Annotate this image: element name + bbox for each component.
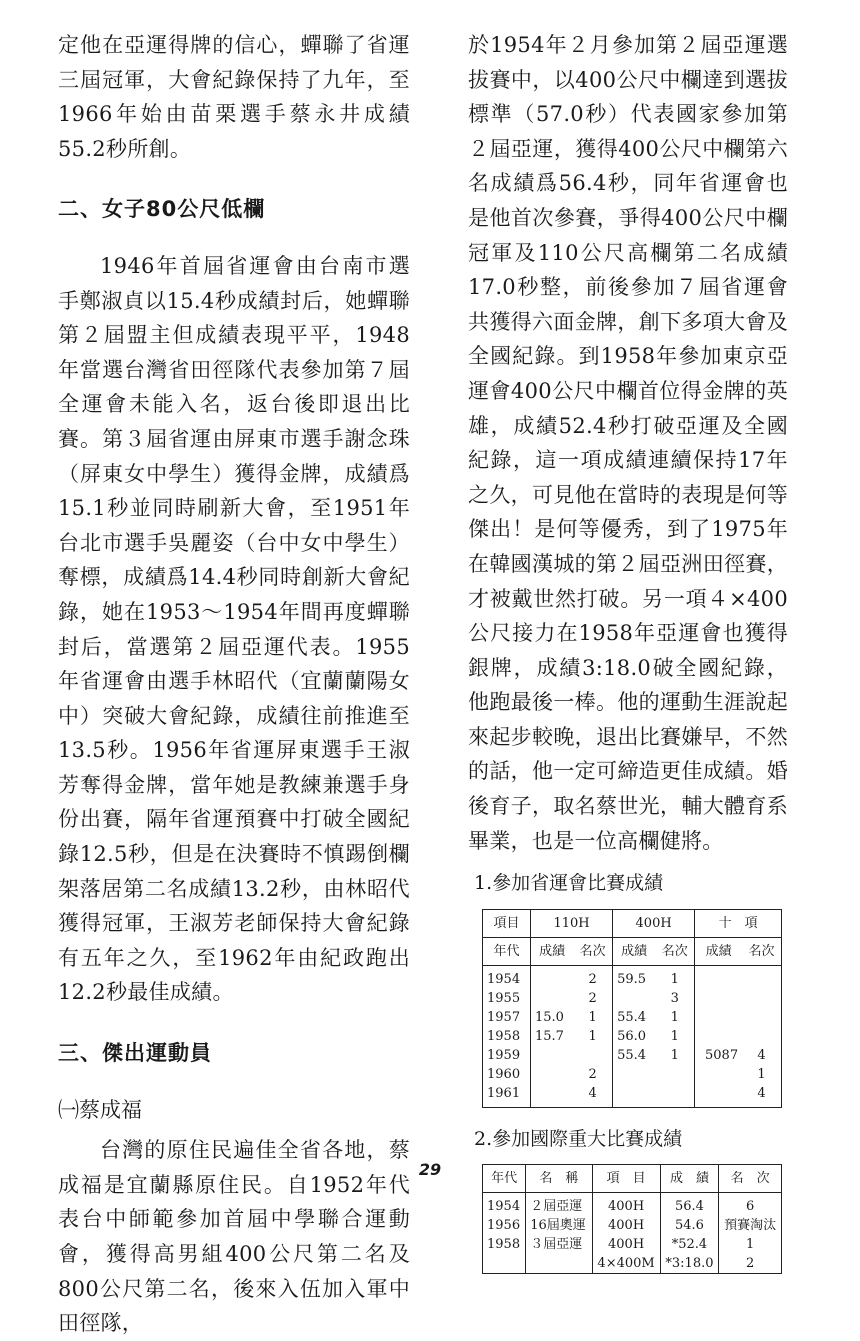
table1-cell-year: 1961 — [483, 1084, 531, 1108]
paragraph-intro: 定他在亞運得牌的信心，蟬聯了省運三屆冠軍，大會紀錄保持了九年，至1966年始由苗栗選手蔡永井成績55.2秒所創。 — [58, 33, 410, 161]
table-row — [483, 1027, 782, 1046]
table1-cell-score-110h: 15.0 — [535, 1009, 564, 1025]
table-row — [483, 1254, 782, 1274]
table1-cell-rank-110h — [573, 1046, 612, 1065]
table2-header-name: 名 稱 — [526, 1165, 592, 1193]
table1-cell-rank-400h — [655, 1065, 694, 1084]
left-column — [58, 28, 410, 1341]
table1-header-item: 項目 — [483, 909, 531, 937]
paragraph-women-hurdles: 1946年首屆省運會由台南市選手鄭淑貞以15.4秒成績封后，她蟬聯第２屆盟主但成績表現平平，1948年當選台灣省田徑隊代表參加第７屆全運會未能入名，返台後即退出比賽。第３屆省運由屏東市選手謝念珠（屏東女中學生）獲得金牌，成績爲15.1秒並同時刷新大會，至1951年台北市選手吳麗姿（台中女中學生）奪標，成績爲14.4秒同時創新大會紀錄，她在1953～1954年間再度蟬聯封后，當選第２屆亞運代表。1955年省運會由選手林昭代（宜蘭蘭陽女中）突破大會紀錄，成績往前推進至13.5秒。1956年省運屏東選手王淑芳奪得金牌，當年她是教練兼選手身份出賽，隔年省運預賽中打破全國紀錄12.5秒，但是在決賽時不慎踢倒欄架落居第二名成績13.2秒，由林昭代獲得冠軍，王淑芳老師保持大會紀錄有五年之久，至1962年由紀政跑出12.2秒最佳成績。 — [58, 253, 410, 1005]
table1-cell-year: 1955 — [483, 989, 531, 1008]
table2-cell-score: *3:18.0 — [660, 1254, 719, 1274]
table1-cell-score-110h: 15.7 — [535, 1028, 564, 1044]
table1-cell-score-decathlon — [695, 1084, 742, 1108]
table2-header-rank: 名 次 — [719, 1165, 782, 1193]
table2-cell-name: ３屆亞運 — [526, 1235, 592, 1254]
table1-header-row — [483, 909, 782, 937]
table2-caption: 2.參加國際重大比賽成績 — [474, 1127, 683, 1150]
section-heading-women-80m-hurdles: 二、女子80公尺低欄 — [58, 197, 266, 222]
table-row — [483, 1235, 782, 1254]
table-row — [483, 1193, 782, 1217]
table1-cell-score-decathlon — [695, 965, 742, 989]
paragraph-athlete-bio: 台灣的原住民遍佳全省各地，蔡成福是宜蘭縣原住民。自1952年代表台中師範參加首屆中學聯合運動會，獲得高男組400公尺第二名及800公尺第二名，後來入伍加入軍中田徑隊， — [58, 1138, 410, 1336]
table-row — [483, 1084, 782, 1108]
table1-header-400h: 400H — [613, 909, 695, 937]
table2-cell-name — [526, 1254, 592, 1274]
table2-header-event: 項 目 — [592, 1165, 660, 1193]
table2-cell-rank: 6 — [719, 1193, 782, 1217]
table2-header-score: 成 績 — [660, 1165, 719, 1193]
table1-header-rank: 名次 — [655, 937, 694, 965]
table2-cell-score: 56.4 — [660, 1193, 719, 1217]
table1-cell-score-400h: 59.5 — [617, 971, 647, 987]
table2-cell-name: 16屆奧運 — [526, 1216, 592, 1235]
paragraph-athlete-career: 於1954年２月參加第２屆亞運選拔賽中，以400公尺中欄達到選拔標準（57.0秒）代表國家參加第２屆亞運，獲得400公尺中欄第六名成績爲56.4秒，同年省運會也是他首次參賽，爭得400公尺中欄冠軍及110公尺高欄第二名成績17.0秒整，前後參加７屆省運會共獲得六面金牌，創下多項大會及全國紀錄。到1958年參加東京亞運會400公尺中欄首位得金牌的英雄，成績52.4秒打破亞運及全國紀錄，這一項成績連續保持17年之久，可見他在當時的表現是何等傑出！是何等優秀，到了1975年在韓國漢城的第２屆亞洲田徑賽，才被戴世然打破。另一項４×400公尺接力在1958年亞運會也獲得銀牌，成績3:18.0破全國紀錄，他跑最後一棒。他的運動生涯說起來起步較晚，退出比賽嫌早，不然的話，他一定可締造更佳成績。婚後育子，取名蔡世光，輔大體育系畢業，也是一位高欄健將。 — [468, 33, 788, 853]
table1-cell-score-400h: 55.4 — [617, 1009, 647, 1025]
table1-cell-rank-decathlon — [742, 965, 781, 989]
table1-header-rank: 名次 — [573, 937, 612, 965]
table-row — [483, 1216, 782, 1235]
table1-cell-rank-400h — [655, 1084, 694, 1108]
table1-cell-rank-decathlon: 4 — [742, 1084, 781, 1108]
table1-cell-score-110h — [531, 1046, 574, 1065]
table1-header-score: 成績 — [531, 937, 574, 965]
table1-cell-year: 1959 — [483, 1046, 531, 1065]
table1-cell-rank-400h: 1 — [655, 1008, 694, 1027]
table1-header-score: 成績 — [613, 937, 656, 965]
table2-cell-rank: 1 — [719, 1235, 782, 1254]
table1-cell-rank-decathlon — [742, 1027, 781, 1046]
table1-cell-rank-110h: 4 — [573, 1084, 612, 1108]
table1-header-rank: 名次 — [742, 937, 781, 965]
table1-cell-rank-110h: 2 — [573, 965, 612, 989]
table1-cell-year: 1957 — [483, 1008, 531, 1027]
table1-cell-year: 1960 — [483, 1065, 531, 1084]
table1-cell-score-400h — [613, 1084, 656, 1108]
table1-cell-rank-decathlon: 4 — [742, 1046, 781, 1065]
table1-cell-rank-400h: 1 — [655, 1046, 694, 1065]
provincial-games-results-table — [482, 909, 782, 1108]
table1-cell-score-110h — [531, 1084, 574, 1108]
table-row — [483, 1008, 782, 1027]
table1-cell-rank-110h: 1 — [573, 1027, 612, 1046]
international-results-table — [482, 1164, 782, 1274]
table-row — [483, 989, 782, 1008]
table2-cell-rank: 預賽淘汰 — [719, 1216, 782, 1235]
table1-cell-score-decathlon — [695, 989, 742, 1008]
table1-cell-score-110h — [531, 1065, 574, 1084]
table1-subheader-row — [483, 937, 782, 965]
right-column — [468, 28, 788, 1274]
table1-cell-rank-decathlon — [742, 1008, 781, 1027]
subheading-athlete-name: ㈠蔡成福 — [58, 1097, 142, 1122]
table1-cell-rank-decathlon — [742, 989, 781, 1008]
table1-cell-rank-400h: 3 — [655, 989, 694, 1008]
table-row — [483, 1065, 782, 1084]
table-row — [483, 1046, 782, 1065]
table1-header-year: 年代 — [483, 937, 531, 965]
page-number: 29 — [418, 1160, 442, 1179]
table1-cell-score-decathlon — [695, 1008, 742, 1027]
table2-cell-year: 1954 — [483, 1193, 526, 1217]
table2-cell-score: *52.4 — [660, 1235, 719, 1254]
table1-cell-score-400h — [613, 1065, 656, 1084]
table1-cell-score-400h — [613, 989, 656, 1008]
table2-header-year: 年代 — [483, 1165, 526, 1193]
table1-cell-score-decathlon — [695, 1027, 742, 1046]
table2-cell-year: 1956 — [483, 1216, 526, 1235]
table2-cell-year: 1958 — [483, 1235, 526, 1254]
table1-cell-score-decathlon: 5087 — [705, 1047, 739, 1063]
table1-cell-rank-110h: 2 — [573, 989, 612, 1008]
section-heading-outstanding-athletes: 三、傑出運動員 — [58, 1041, 212, 1066]
table1-cell-year: 1958 — [483, 1027, 531, 1046]
table1-caption: 1.參加省運會比賽成績 — [474, 872, 664, 895]
table1-cell-rank-110h: 1 — [573, 1008, 612, 1027]
table1-header-110h: 110H — [531, 909, 613, 937]
table1-cell-score-110h — [531, 989, 574, 1008]
table1-header-score: 成績 — [695, 937, 742, 965]
table1-cell-score-decathlon — [695, 1065, 742, 1084]
table2-cell-name: ２屆亞運 — [526, 1193, 592, 1217]
table1-cell-rank-400h: 1 — [655, 965, 694, 989]
table1-cell-rank-decathlon: 1 — [742, 1065, 781, 1084]
table2-cell-event: 400H — [592, 1193, 660, 1217]
table2-cell-event: 400H — [592, 1216, 660, 1235]
table2-cell-event: 400H — [592, 1235, 660, 1254]
table1-cell-score-400h: 55.4 — [617, 1047, 647, 1063]
table1-cell-rank-110h: 2 — [573, 1065, 612, 1084]
table1-cell-rank-400h: 1 — [655, 1027, 694, 1046]
table2-cell-score: 54.6 — [660, 1216, 719, 1235]
table2-cell-event: 4×400M — [592, 1254, 660, 1274]
table1-cell-score-110h — [531, 965, 574, 989]
table1-header-decathlon: 十 項 — [695, 909, 782, 937]
table1-cell-year: 1954 — [483, 965, 531, 989]
table2-cell-year — [483, 1254, 526, 1274]
table2-cell-rank: 2 — [719, 1254, 782, 1274]
table1-cell-score-400h: 56.0 — [617, 1028, 647, 1044]
table-row — [483, 965, 782, 989]
